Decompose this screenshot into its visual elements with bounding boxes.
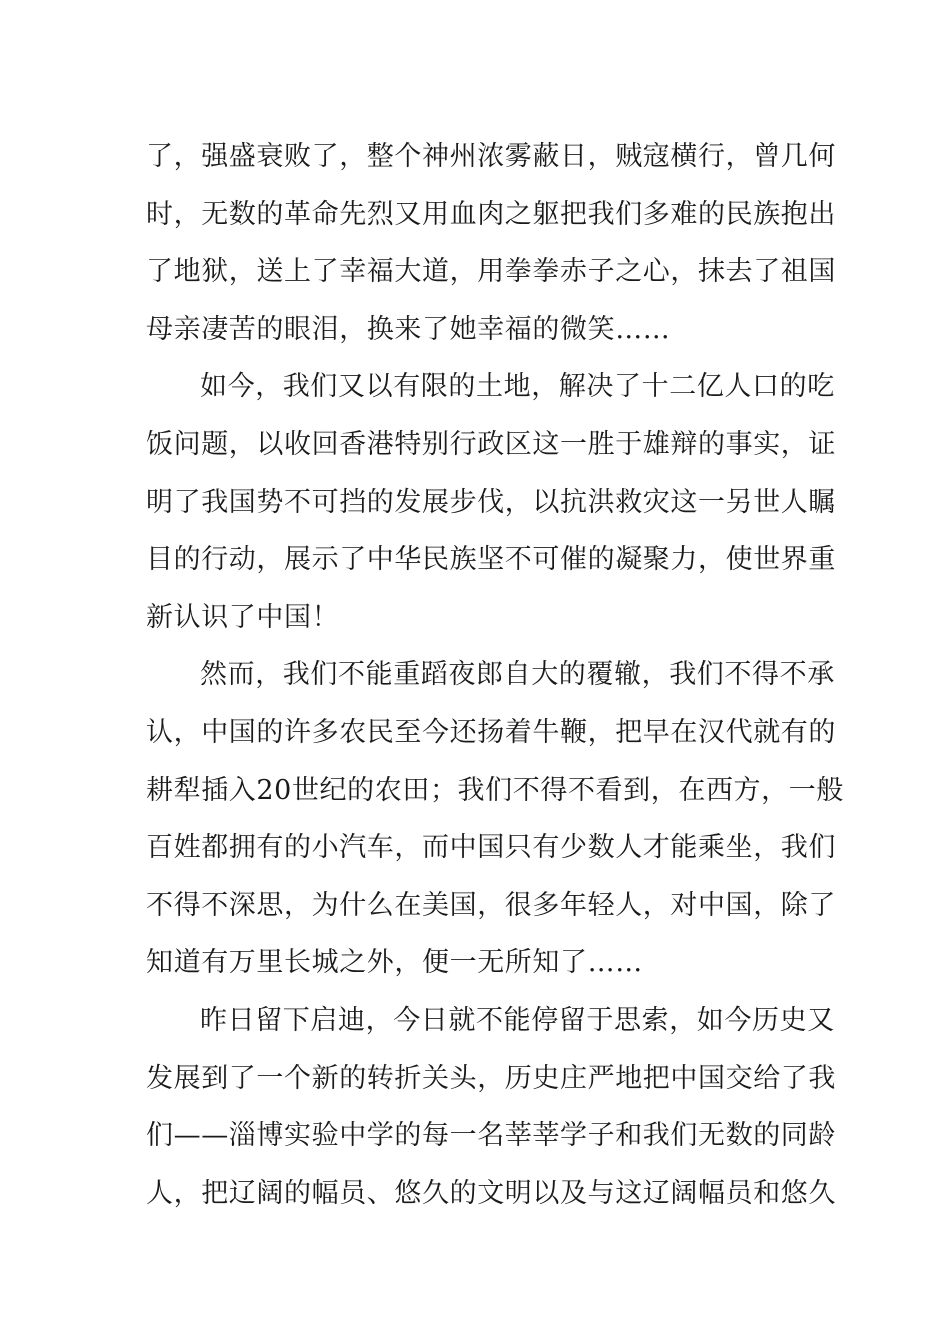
text-line: 时，无数的革命先烈又用血肉之躯把我们多难的民族抱出 bbox=[146, 198, 836, 230]
body-text bbox=[146, 128, 844, 1222]
text-line: 然而，我们不能重蹈夜郎自大的覆辙，我们不得不承 bbox=[200, 659, 835, 691]
text-line: 新认识了中国！ bbox=[146, 601, 340, 633]
text-line: 们——淄博实验中学的每一名莘莘学子和我们无数的同龄 bbox=[146, 1120, 836, 1152]
text-line: 母亲凄苦的眼泪，换来了她幸福的微笑…… bbox=[146, 313, 671, 345]
text-line: 如今，我们又以有限的土地，解决了十二亿人口的吃 bbox=[200, 371, 835, 403]
text-line: 发展到了一个新的转折关头，历史庄严地把中国交给了我 bbox=[146, 1062, 836, 1094]
text-line: 了地狱，送上了幸福大道，用拳拳赤子之心，抹去了祖国 bbox=[146, 256, 836, 288]
text-line: 明了我国势不可挡的发展步伐，以抗洪救灾这一另世人瞩 bbox=[146, 486, 836, 518]
text-line: 耕犁插入20世纪的农田；我们不得不看到，在西方，一般 bbox=[146, 774, 844, 806]
text-line: 饭问题，以收回香港特别行政区这一胜于雄辩的事实，证 bbox=[146, 428, 836, 460]
text-line: 不得不深思，为什么在美国，很多年轻人，对中国，除了 bbox=[146, 889, 836, 921]
text-line: 昨日留下启迪，今日就不能停留于思索，如今历史又 bbox=[200, 1004, 835, 1036]
text-line: 了，强盛衰败了，整个神州浓雾蔽日，贼寇横行，曾几何 bbox=[146, 141, 836, 172]
text-line: 百姓都拥有的小汽车，而中国只有少数人才能乘坐，我们 bbox=[146, 832, 836, 864]
text-line: 知道有万里长城之外，便一无所知了…… bbox=[146, 947, 643, 979]
text-line: 认，中国的许多农民至今还扬着牛鞭，把早在汉代就有的 bbox=[146, 716, 836, 748]
text-line: 目的行动，展示了中华民族坚不可催的凝聚力，使世界重 bbox=[146, 544, 836, 576]
text-line: 人，把辽阔的幅员、悠久的文明以及与这辽阔幅员和悠久 bbox=[146, 1177, 836, 1209]
